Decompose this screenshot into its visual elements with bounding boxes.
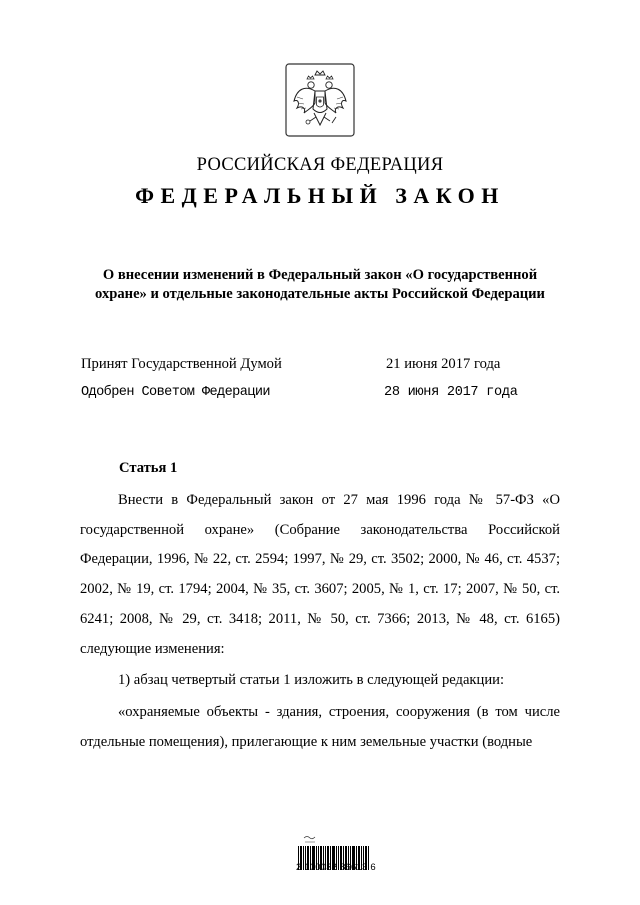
law-title-line-2: охране» и отдельные законодательные акты Российской Федерации: [95, 286, 545, 302]
article-paragraph: Внести в Федеральный закон от 27 мая 1996 года № 57-ФЗ «О государственной охране» (Собрание законодательства Российской Федерации, 1996, № 22, ст. 2594; 1997, № 29, ст. 3502; 2000, № 46, ст. 4537; 2002, № 19, ст. 1794; 2004, № 35, ст. 3607; 2005, № 1, ст. 17; 2007, № 50, ст. 6241; 2008, № 29, ст. 3418; 2011, № 50, ст. 7366; 2013, № 48, ст. 6165) следующие изменения:: [80, 492, 560, 657]
adopted-date: 21 июня 2017 года: [386, 356, 501, 372]
coat-of-arms-emblem-icon: [285, 63, 355, 137]
law-title-line-1: О внесении изменений в Федеральный закон «О государственной: [102, 267, 538, 283]
approved-label: Одобрен Советом Федерации: [81, 385, 270, 400]
article-body: [80, 486, 560, 757]
barcode-icon: [296, 824, 376, 884]
article-paragraph: «охраняемые объекты - здания, строения, сооружения (в том числе отдельные помещения), прилегающие к ним земельные участки (водные: [80, 703, 560, 750]
article-heading: Статья 1: [119, 460, 178, 476]
approved-date: 28 июня 2017 года: [384, 385, 518, 400]
adopted-label: Принят Государственной Думой: [81, 356, 282, 372]
barcode-number: 2 100032 86613 6: [296, 862, 376, 873]
article-paragraph: 1) абзац четвертый статьи 1 изложить в следующей редакции:: [118, 672, 505, 689]
document-type-heading: ФЕДЕРАЛЬНЫЙ ЗАКОН: [135, 183, 505, 208]
country-name: РОССИЙСКАЯ ФЕДЕРАЦИЯ: [196, 155, 444, 175]
law-title: [60, 266, 580, 304]
